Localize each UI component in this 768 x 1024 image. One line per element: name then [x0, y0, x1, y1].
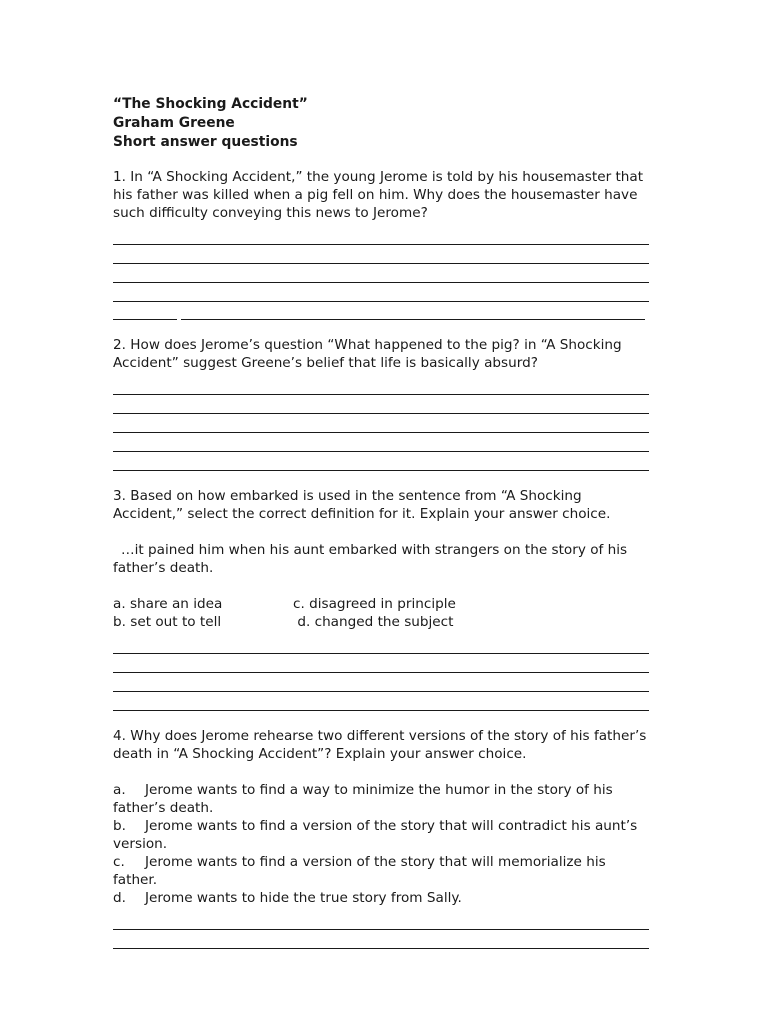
choice-c [113, 853, 653, 889]
choice-a [113, 781, 653, 817]
choice-c: c. disagreed in principle [293, 596, 456, 612]
answer-line [113, 264, 649, 283]
choice-letter: a. [113, 782, 126, 798]
choice-letter: b. [113, 818, 126, 834]
question-1-answer-lines [113, 226, 653, 320]
worksheet-header [113, 95, 653, 152]
question-1-text: 1. In “A Shocking Accident,” the young Jerome is told by his housemaster that his father was killed when a pig fell on him. Why does the housemaster have such difficulty conveying this news to Jerome? [113, 169, 644, 221]
answer-line [113, 911, 649, 930]
answer-line-segment [113, 319, 177, 320]
story-title: “The Shocking Accident” [113, 96, 308, 112]
answer-line [113, 930, 649, 949]
answer-line [113, 395, 649, 414]
choice-text: Jerome wants to find a version of the story that will contradict his aunt’s version. [113, 818, 638, 852]
question-4-choices [113, 781, 653, 907]
question-2 [113, 336, 653, 471]
question-2-text: 2. How does Jerome’s question “What happened to the pig? in “A Shocking Accident” suggest Greene’s belief that life is basically absurd? [113, 337, 622, 371]
choice-row [113, 595, 653, 613]
answer-line [113, 452, 649, 471]
question-3 [113, 487, 653, 711]
answer-line [113, 283, 649, 302]
answer-line [113, 414, 649, 433]
choice-d [113, 889, 653, 907]
question-2-answer-lines [113, 376, 653, 471]
choice-letter: d. [113, 890, 126, 906]
choice-row [113, 613, 653, 631]
answer-line [113, 226, 649, 245]
choice-text: Jerome wants to find a way to minimize the humor in the story of his father’s death. [113, 782, 613, 816]
worksheet [113, 95, 653, 949]
choice-text: Jerome wants to hide the true story from Sally. [145, 890, 462, 906]
question-3-quote: …it pained him when his aunt embarked with strangers on the story of his father’s death. [113, 542, 628, 576]
answer-line [113, 376, 649, 395]
question-1 [113, 168, 653, 320]
answer-line [113, 302, 649, 320]
question-3-choices [113, 595, 653, 631]
question-4-text: 4. Why does Jerome rehearse two different versions of the story of his father’s death in “A Shocking Accident”? Explain your answer choice. [113, 728, 647, 762]
choice-letter: c. [113, 854, 125, 870]
answer-line [113, 245, 649, 264]
choice-a: a. share an idea [113, 596, 223, 612]
answer-line [113, 673, 649, 692]
answer-line [113, 433, 649, 452]
question-3-text: 3. Based on how embarked is used in the sentence from “A Shocking Accident,” select the correct definition for it. Explain your answer choice. [113, 488, 611, 522]
answer-line-segment [181, 319, 645, 320]
answer-line [113, 654, 649, 673]
answer-line [113, 635, 649, 654]
worksheet-subtitle: Short answer questions [113, 134, 298, 150]
choice-b: b. set out to tell [113, 614, 222, 630]
answer-line [113, 692, 649, 711]
choice-text: Jerome wants to find a version of the story that will memorialize his father. [113, 854, 606, 888]
choice-d: d. changed the subject [293, 614, 454, 630]
question-4-answer-lines [113, 911, 653, 949]
question-4 [113, 727, 653, 949]
author-name: Graham Greene [113, 115, 235, 131]
question-3-answer-lines [113, 635, 653, 711]
choice-b [113, 817, 653, 853]
